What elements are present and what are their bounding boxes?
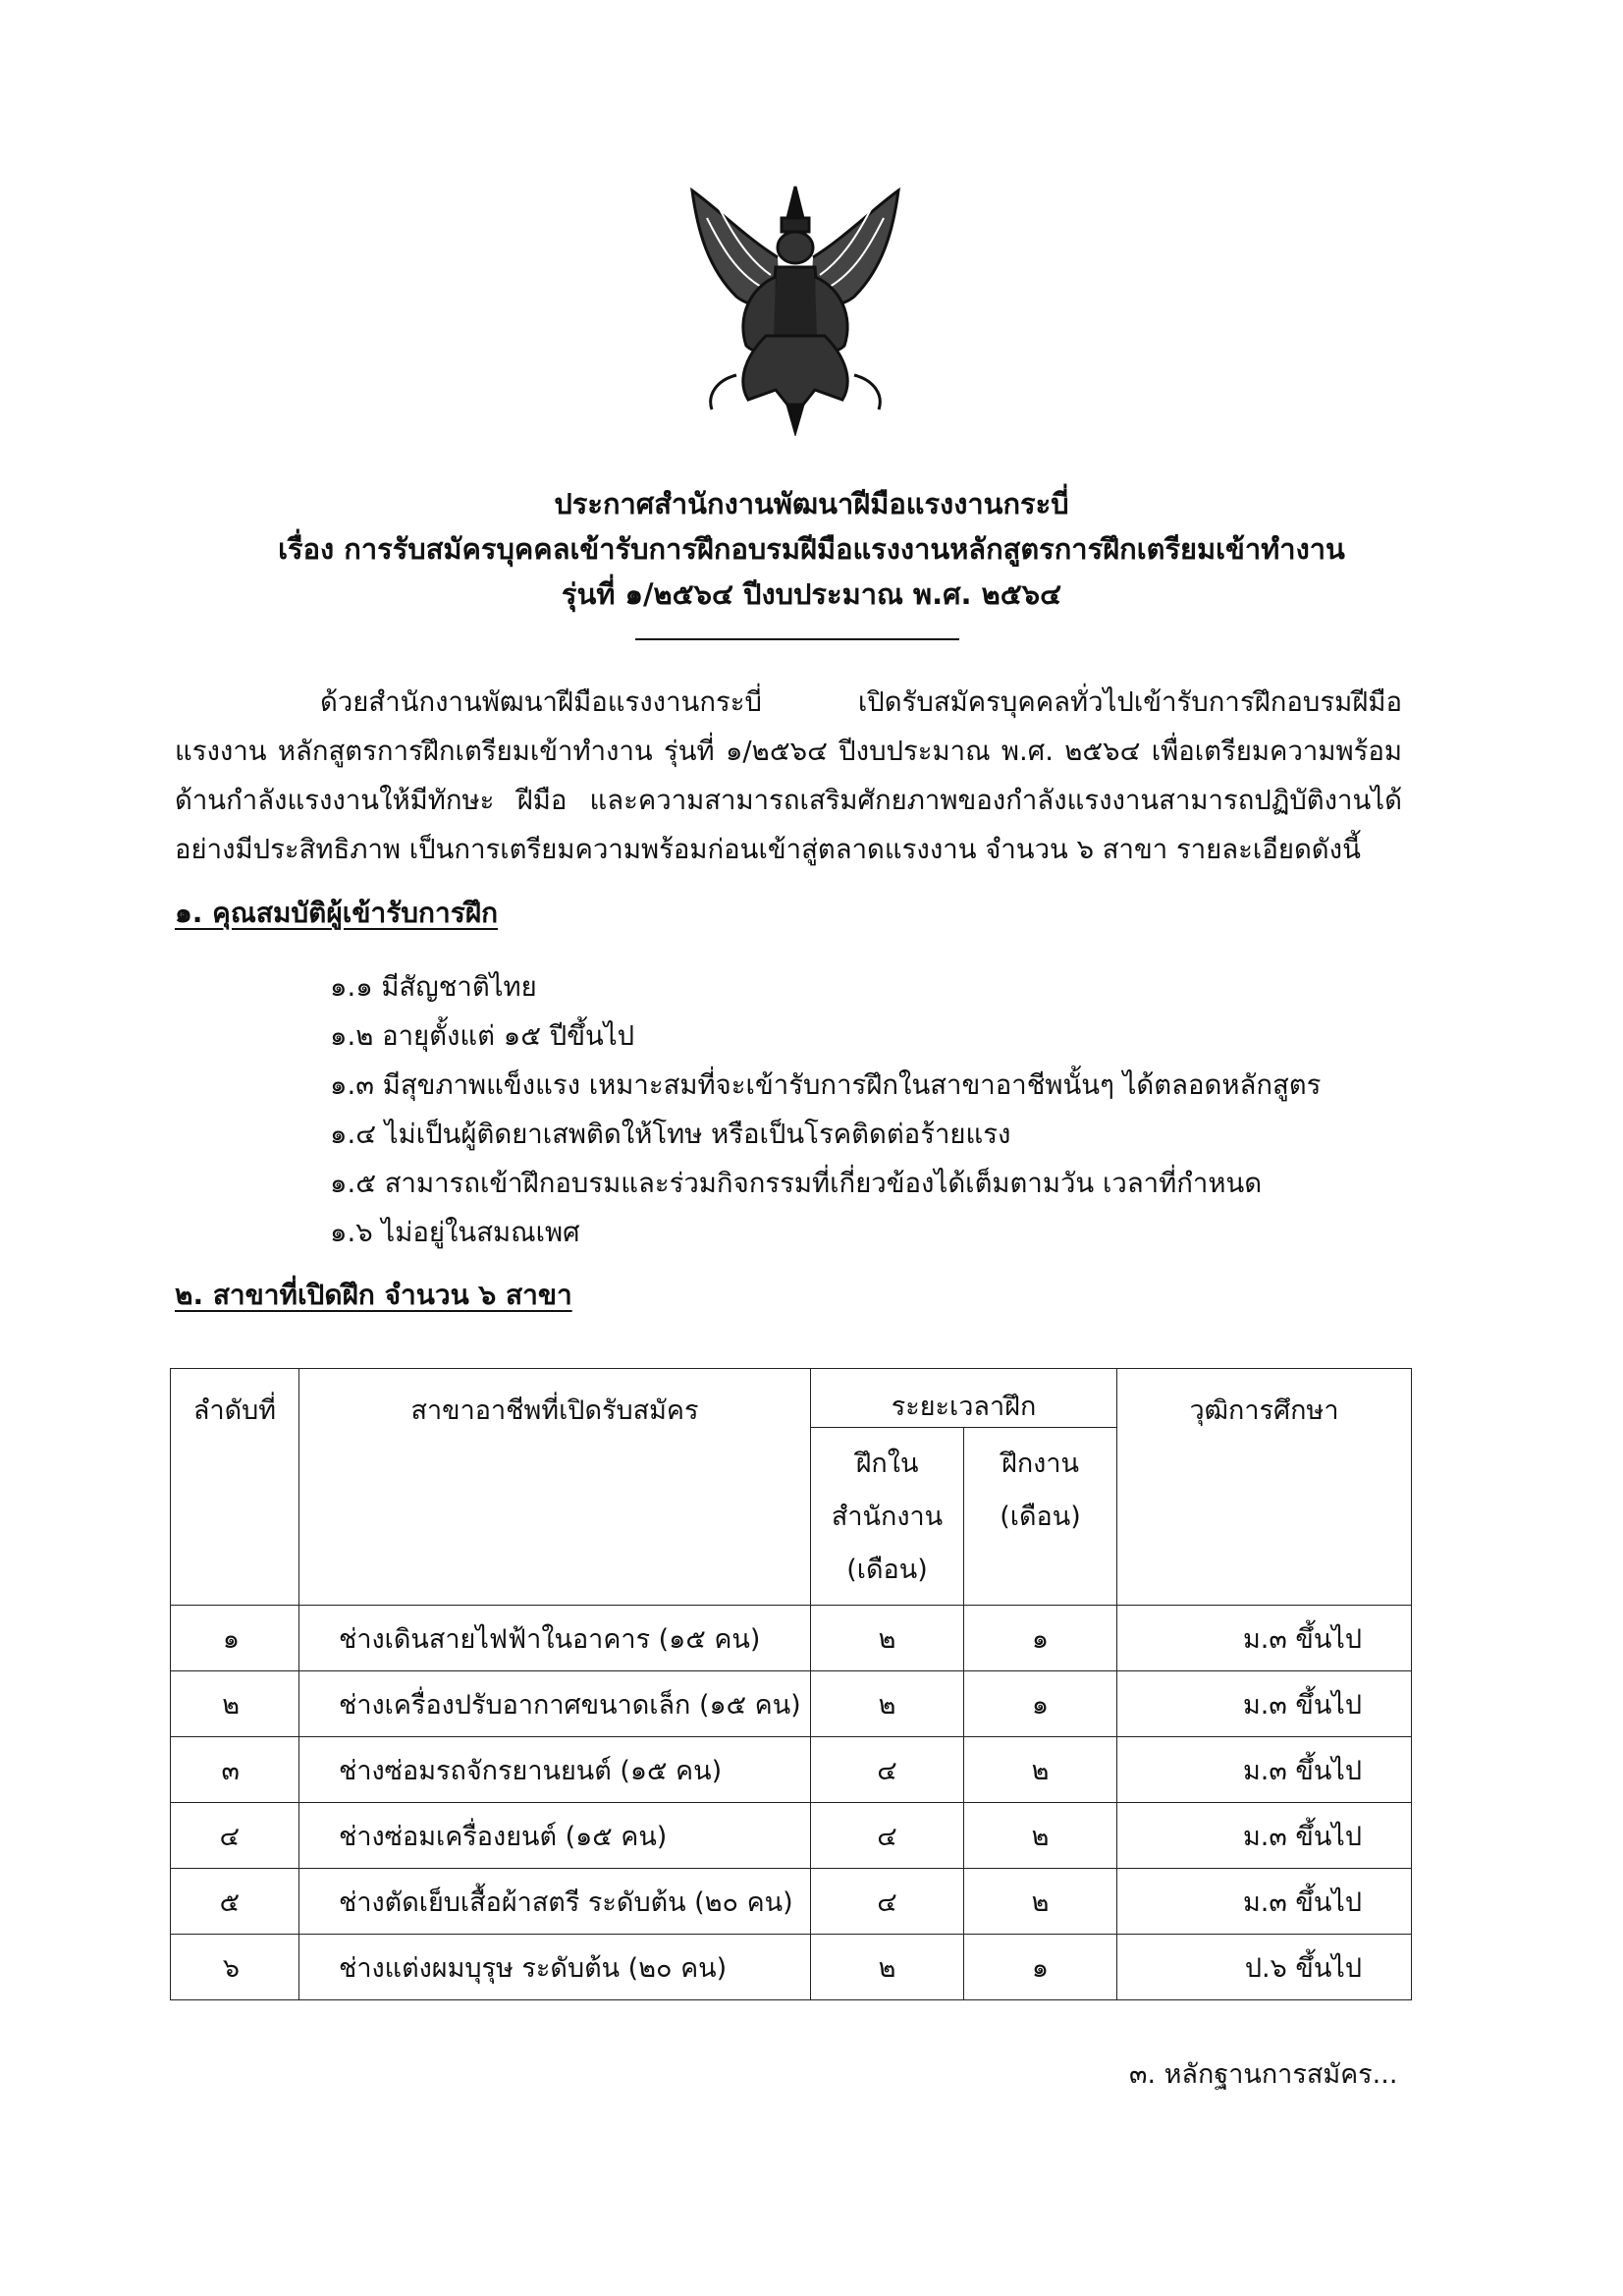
cell-branch: ช่างตัดเย็บเสื้อผ้าสตรี ระดับต้น (๒๐ คน) [299,1869,811,1935]
list-item: ๑.๕ สามารถเข้าฝึกอบรมและร่วมกิจกรรมที่เกี่ยวข้องได้เต็มตามวัน เวลาที่กำหนด [330,1168,1263,1199]
cell-in-office: ๔ [811,1869,964,1935]
title-divider [635,638,959,640]
cell-branch: ช่างเดินสายไฟฟ้าในอาคาร (๑๕ คน) [299,1606,811,1671]
cell-education: ม.๓ ขึ้นไป [1117,1671,1412,1737]
cell-no: ๔ [171,1803,299,1869]
header-education: วุฒิการศึกษา [1117,1369,1412,1606]
cell-branch: ช่างเครื่องปรับอากาศขนาดเล็ก (๑๕ คน) [299,1671,811,1737]
header-in-office-line: (เดือน) [846,1555,928,1585]
cell-no: ๒ [171,1671,299,1737]
cell-education: ม.๓ ขึ้นไป [1117,1803,1412,1869]
intro-paragraph: ด้วยสำนักงานพัฒนาฝีมือแรงงานกระบี่ เปิดรับสมัครบุคคลทั่วไปเข้ารับการฝึกอบรมฝีมือแรงงาน หลักสูตรการฝึกเตรียมเข้าทำงาน รุ่นที่ ๑/๒๕๖๔ ปีงบประมาณ พ.ศ. ๒๕๖๔ เพื่อเตรียมความพร้อมด้านกำลังแรงงานให้มีทักษะ ฝีมือ และความสามารถเสริมศักยภาพของกำลังแรงงานสามารถปฏิบัติงานได้อย่างมีประสิทธิภาพ เป็นการเตรียมความพร้อมก่อนเข้าสู่ตลาดแรงงาน จำนวน ๖ สาขา รายละเอียดดังนี้ [175,686,1402,865]
title-line-1: ประกาศสำนักงานพัฒนาฝีมือแรงงานกระบี่ [554,487,1069,520]
cell-no: ๓ [171,1737,299,1803]
cell-work: ๒ [964,1869,1117,1935]
cell-no: ๕ [171,1869,299,1935]
section-1-heading: ๑. คุณสมบัติผู้เข้ารับการฝึก [175,897,499,929]
garuda-emblem-icon [677,179,913,436]
table-row [171,1803,1412,1869]
table-row [171,1935,1412,2000]
list-item: ๑.๑ มีสัญชาติไทย [330,971,537,1003]
cell-education: ม.๓ ขึ้นไป [1117,1737,1412,1803]
title-line-3: รุ่นที่ ๑/๒๕๖๔ ปีงบประมาณ พ.ศ. ๒๕๖๔ [561,577,1062,611]
cell-work: ๑ [964,1935,1117,2000]
header-in-office-line: สำนักงาน [831,1502,944,1532]
cell-branch: ช่างแต่งผมบุรุษ ระดับต้น (๒๐ คน) [299,1935,811,2000]
cell-no: ๖ [171,1935,299,2000]
header-work-line: ฝึกงาน [1001,1449,1079,1479]
header-in-office [811,1428,964,1606]
cell-education: ม.๓ ขึ้นไป [1117,1869,1412,1935]
cell-education: ป.๖ ขึ้นไป [1117,1935,1412,2000]
cell-education: ม.๓ ขึ้นไป [1117,1606,1412,1671]
cell-in-office: ๔ [811,1737,964,1803]
header-duration: ระยะเวลาฝึก [811,1369,1117,1428]
cell-in-office: ๒ [811,1935,964,2000]
cell-work: ๑ [964,1606,1117,1671]
cell-work: ๒ [964,1737,1117,1803]
table-row [171,1671,1412,1737]
list-item: ๑.๒ อายุตั้งแต่ ๑๕ ปีขึ้นไป [330,1020,635,1052]
qualifications-list [330,962,1321,1257]
header-work [964,1428,1117,1606]
header-no: ลำดับที่ [171,1369,299,1606]
cell-work: ๒ [964,1803,1117,1869]
continuation-note: ๓. หลักฐานการสมัคร... [1129,2059,1398,2090]
cell-in-office: ๒ [811,1606,964,1671]
table-row [171,1869,1412,1935]
title-line-2: เรื่อง การรับสมัครบุคคลเข้ารับการฝึกอบรมฝีมือแรงงานหลักสูตรการฝึกเตรียมเข้าทำงาน [278,532,1345,566]
cell-branch: ช่างซ่อมเครื่องยนต์ (๑๕ คน) [299,1803,811,1869]
header-work-line: (เดือน) [1000,1502,1081,1532]
cell-branch: ช่างซ่อมรถจักรยานยนต์ (๑๕ คน) [299,1737,811,1803]
announcement-title [0,481,1623,617]
cell-no: ๑ [171,1606,299,1671]
branches-table [170,1368,1412,2000]
list-item: ๑.๓ มีสุขภาพแข็งแรง เหมาะสมที่จะเข้ารับการฝึกในสาขาอาชีพนั้นๆ ได้ตลอดหลักสูตร [330,1069,1322,1101]
list-item: ๑.๔ ไม่เป็นผู้ติดยาเสพติดให้โทษ หรือเป็นโรคติดต่อร้ายแรง [330,1119,1011,1150]
table-row [171,1737,1412,1803]
cell-work: ๑ [964,1671,1117,1737]
cell-in-office: ๒ [811,1671,964,1737]
header-in-office-line: ฝึกใน [855,1449,919,1479]
list-item: ๑.๖ ไม่อยู่ในสมณเพศ [330,1217,580,1248]
table-row [171,1606,1412,1671]
cell-in-office: ๔ [811,1803,964,1869]
header-branch: สาขาอาชีพที่เปิดรับสมัคร [299,1369,811,1606]
section-2-heading: ๒. สาขาที่เปิดฝึก จำนวน ๖ สาขา [175,1279,572,1311]
